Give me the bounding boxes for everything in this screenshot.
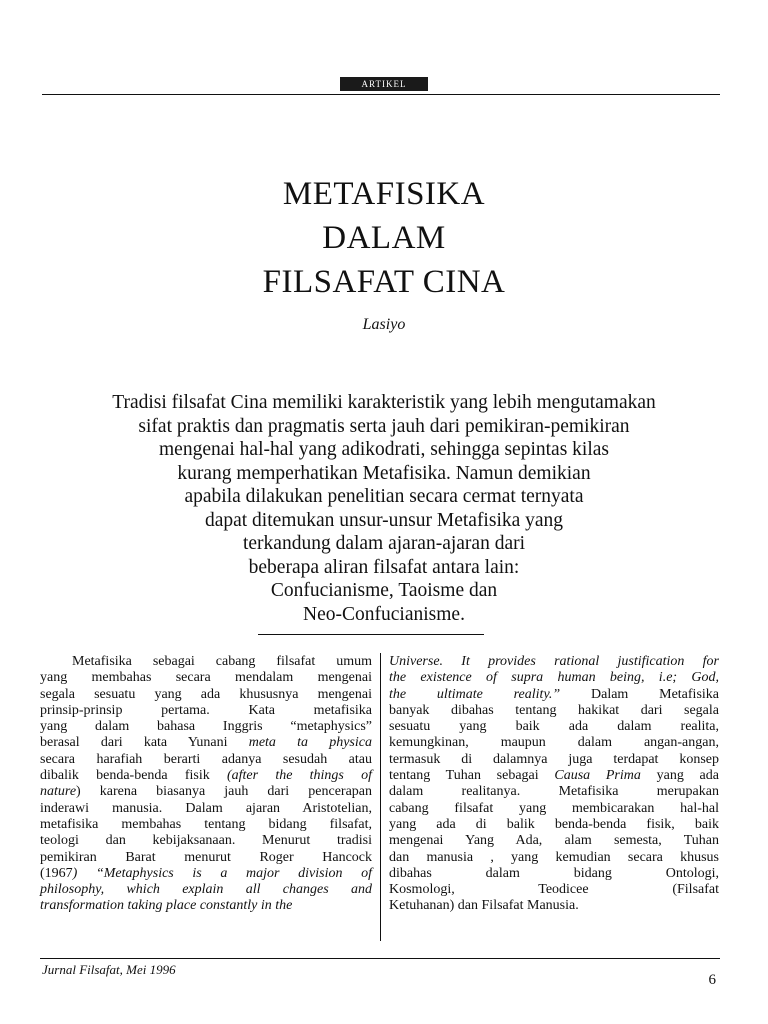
body-text: tentang Tuhan sebagai bbox=[389, 768, 555, 784]
italic-text: transformation taking place constantly in the bbox=[40, 898, 293, 914]
body-line bbox=[40, 866, 372, 882]
abstract bbox=[40, 391, 728, 626]
abstract-line: kurang memperhatikan Metafisika. Namun demikian bbox=[177, 462, 591, 484]
body-line bbox=[40, 752, 372, 768]
body-text: termasuk di dalamnya juga terdapat konsep bbox=[389, 751, 719, 767]
body-line bbox=[40, 670, 372, 686]
body-text: Kosmologi, Teodicee (Filsafat bbox=[389, 882, 719, 898]
body-text: dan manusia , yang kemudian secara khusus bbox=[389, 849, 719, 865]
body-text: mengenai Yang Ada, alam semesta, Tuhan bbox=[389, 833, 719, 849]
italic-text: nature bbox=[40, 784, 77, 800]
abstract-line: Tradisi filsafat Cina memiliki karakteristik yang lebih mengutamakan bbox=[112, 392, 656, 413]
body-line bbox=[389, 784, 719, 800]
body-line bbox=[389, 898, 719, 914]
body-line bbox=[389, 752, 719, 768]
article-title bbox=[0, 172, 768, 304]
body-line bbox=[389, 768, 719, 784]
body-line bbox=[40, 801, 372, 817]
body-text: dibahas dalam bidang Ontologi, bbox=[389, 865, 719, 881]
body-line bbox=[389, 703, 719, 719]
abstract-line: sifat praktis dan pragmatis serta jauh dari pemikiran-pemikiran bbox=[138, 415, 630, 437]
body-text: Dalam Metafisika bbox=[560, 686, 719, 702]
body-text: segala sesuatu yang ada khususnya mengenai bbox=[40, 686, 372, 702]
title-line-1: METAFISIKA bbox=[282, 176, 486, 212]
body-line bbox=[40, 833, 372, 849]
body-text: kemungkinan, maupun dalam angan-angan, bbox=[389, 735, 719, 751]
body-line bbox=[389, 817, 719, 833]
body-line bbox=[389, 801, 719, 817]
article-author: Lasiyo bbox=[362, 316, 406, 333]
body-text: inderawi manusia. Dalam ajaran Aristotelian, bbox=[40, 800, 372, 816]
body-line bbox=[40, 719, 372, 735]
column-divider bbox=[380, 653, 381, 941]
body-line bbox=[40, 768, 372, 784]
body-column-left bbox=[40, 654, 372, 915]
body-text: yang ada di balik benda-benda fisik, baik bbox=[389, 816, 719, 832]
title-line-3: FILSAFAT CINA bbox=[262, 264, 506, 300]
body-text: sesuatu yang baik ada dalam realita, bbox=[389, 719, 719, 735]
body-line bbox=[40, 784, 372, 800]
italic-text: Causa Prima bbox=[554, 768, 641, 784]
abstract-line: apabila dilakukan penelitian secara cermat ternyata bbox=[184, 486, 584, 507]
section-label: ARTIKEL bbox=[340, 77, 428, 91]
italic-text: philosophy, which explain all changes and bbox=[40, 882, 372, 898]
body-line bbox=[389, 670, 719, 686]
page-number: 6 bbox=[708, 972, 716, 988]
abstract-line: Confucianisme, Taoisme dan bbox=[270, 580, 498, 601]
body-line bbox=[40, 817, 372, 833]
body-line bbox=[389, 654, 719, 670]
body-text: berasal dari kata Yunani bbox=[40, 735, 249, 751]
abstract-line: terkandung dalam ajaran-ajaran dari bbox=[242, 533, 526, 554]
body-line bbox=[40, 687, 372, 703]
footer-rule bbox=[40, 958, 720, 959]
italic-text: Universe. It provides rational justification for bbox=[389, 654, 719, 669]
italic-text: (after the things of bbox=[226, 768, 372, 784]
body-text: banyak dibahas tentang hakikat dari segala bbox=[389, 702, 719, 718]
body-line bbox=[40, 898, 372, 914]
footer-journal-name: Jurnal Filsafat, Mei 1996 bbox=[42, 962, 176, 977]
italic-text: meta ta physica bbox=[248, 735, 372, 751]
body-text: prinsip-prinsip pertama. Kata metafisika bbox=[40, 702, 372, 718]
body-text: dalam realitanya. Metafisika merupakan bbox=[389, 784, 719, 800]
body-line bbox=[40, 882, 372, 898]
body-line bbox=[389, 882, 719, 898]
body-text: metafisika membahas tentang bidang filsafat, bbox=[40, 816, 372, 832]
body-line bbox=[389, 687, 719, 703]
body-line bbox=[389, 735, 719, 751]
body-text: secara harafiah berarti adanya sesudah atau bbox=[40, 751, 372, 767]
body-line bbox=[40, 703, 372, 719]
body-text: (1967 bbox=[40, 865, 73, 881]
abstract-divider bbox=[258, 634, 484, 635]
abstract-line: beberapa aliran filsafat antara lain: bbox=[248, 556, 520, 578]
italic-text: the existence of supra human being, i.e; God, bbox=[389, 670, 719, 686]
body-text: teologi dan kebijaksanaan. Menurut tradisi bbox=[40, 833, 372, 849]
body-text: yang dalam bahasa Inggris “metaphysics” bbox=[40, 719, 372, 735]
body-line bbox=[389, 833, 719, 849]
italic-text: the ultimate reality.” bbox=[389, 686, 561, 702]
abstract-line: mengenai hal-hal yang adikodrati, sehingga sepintas kilas bbox=[159, 439, 609, 460]
header-rule bbox=[42, 94, 720, 95]
body-column-right bbox=[389, 654, 719, 915]
body-text: dibalik benda-benda fisik bbox=[40, 768, 227, 784]
abstract-line: dapat ditemukan unsur-unsur Metafisika yang bbox=[204, 509, 564, 531]
body-line bbox=[389, 866, 719, 882]
body-text: pemikiran Barat menurut Roger Hancock bbox=[40, 849, 372, 865]
body-line bbox=[40, 850, 372, 866]
body-text: cabang filsafat yang membicarakan hal-hal bbox=[389, 800, 719, 816]
body-text: ) karena biasanya jauh dari pencerapan bbox=[76, 784, 372, 800]
body-text: Metafisika sebagai cabang filsafat umum bbox=[72, 654, 372, 669]
body-text: Ketuhanan) dan Filsafat Manusia. bbox=[389, 898, 579, 914]
body-line bbox=[389, 850, 719, 866]
body-line bbox=[40, 735, 372, 751]
body-line bbox=[389, 719, 719, 735]
body-text: yang membahas secara mendalam mengenai bbox=[40, 670, 372, 686]
body-line bbox=[40, 654, 372, 670]
body-text: yang ada bbox=[640, 768, 719, 784]
italic-text: ) “Metaphysics is a major division of bbox=[72, 865, 372, 881]
title-line-2: DALAM bbox=[322, 220, 446, 256]
abstract-line: Neo-Confucianisme. bbox=[303, 603, 465, 625]
